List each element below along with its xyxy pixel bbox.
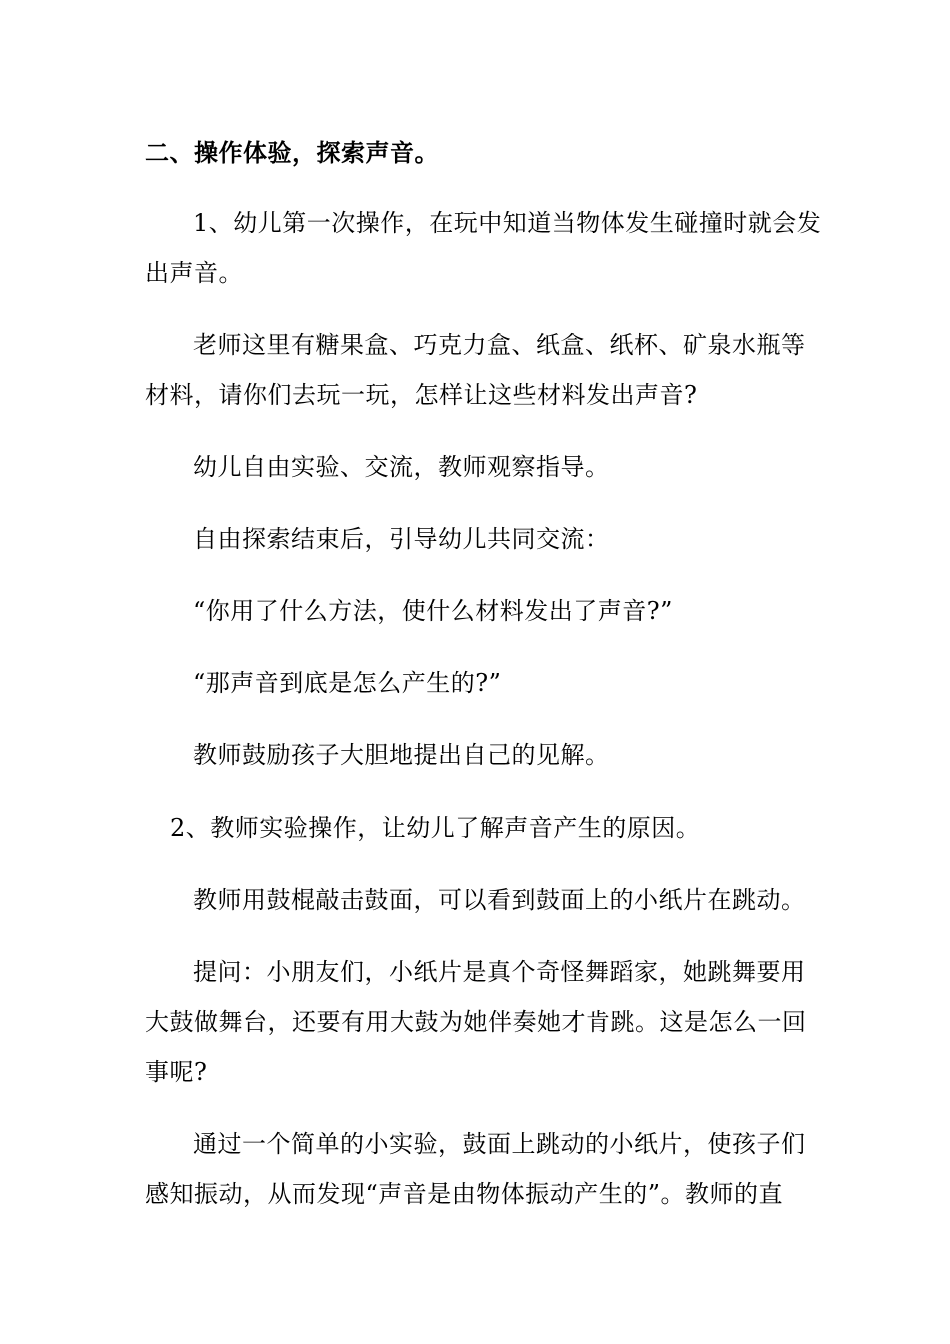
paragraph-8: 2、教师实验操作，让幼儿了解声音产生的原因。 (170, 814, 701, 842)
paragraph-2-line-2: 材料，请你们去玩一玩，怎样让这些材料发出声音? (145, 381, 698, 409)
paragraph-9: 教师用鼓棍敲击鼓面，可以看到鼓面上的小纸片在跳动。 (193, 886, 806, 914)
paragraph-4: 自由探索结束后，引导幼儿共同交流： (193, 525, 610, 553)
paragraph-11-line-1: 通过一个简单的小实验，鼓面上跳动的小纸片，使孩子们 (193, 1130, 806, 1158)
paragraph-7: 教师鼓励孩子大胆地提出自己的见解。 (193, 741, 610, 769)
quote-2: “那声音到底是怎么产生的?” (193, 669, 502, 697)
paragraph-10-line-3: 事呢? (145, 1058, 208, 1086)
paragraph-3: 幼儿自由实验、交流，教师观察指导。 (193, 453, 610, 481)
paragraph-2-line-1: 老师这里有糖果盒、巧克力盒、纸盒、纸杯、矿泉水瓶等 (193, 331, 806, 359)
paragraph-1-line-1: 1、幼儿第一次操作，在玩中知道当物体发生碰撞时就会发 (193, 209, 822, 237)
paragraph-10-line-1: 提问：小朋友们，小纸片是真个奇怪舞蹈家，她跳舞要用 (193, 958, 806, 986)
quote-1: “你用了什么方法，使什么材料发出了声音?” (193, 597, 673, 625)
paragraph-10-line-2: 大鼓做舞台，还要有用大鼓为她伴奏她才肯跳。这是怎么一回 (145, 1008, 807, 1036)
paragraph-1-line-2: 出声音。 (145, 259, 243, 287)
section-heading: 二、操作体验，探索声音。 (145, 138, 439, 167)
paragraph-11-line-2: 感知振动，从而发现“声音是由物体振动产生的”。教师的直 (145, 1180, 784, 1208)
